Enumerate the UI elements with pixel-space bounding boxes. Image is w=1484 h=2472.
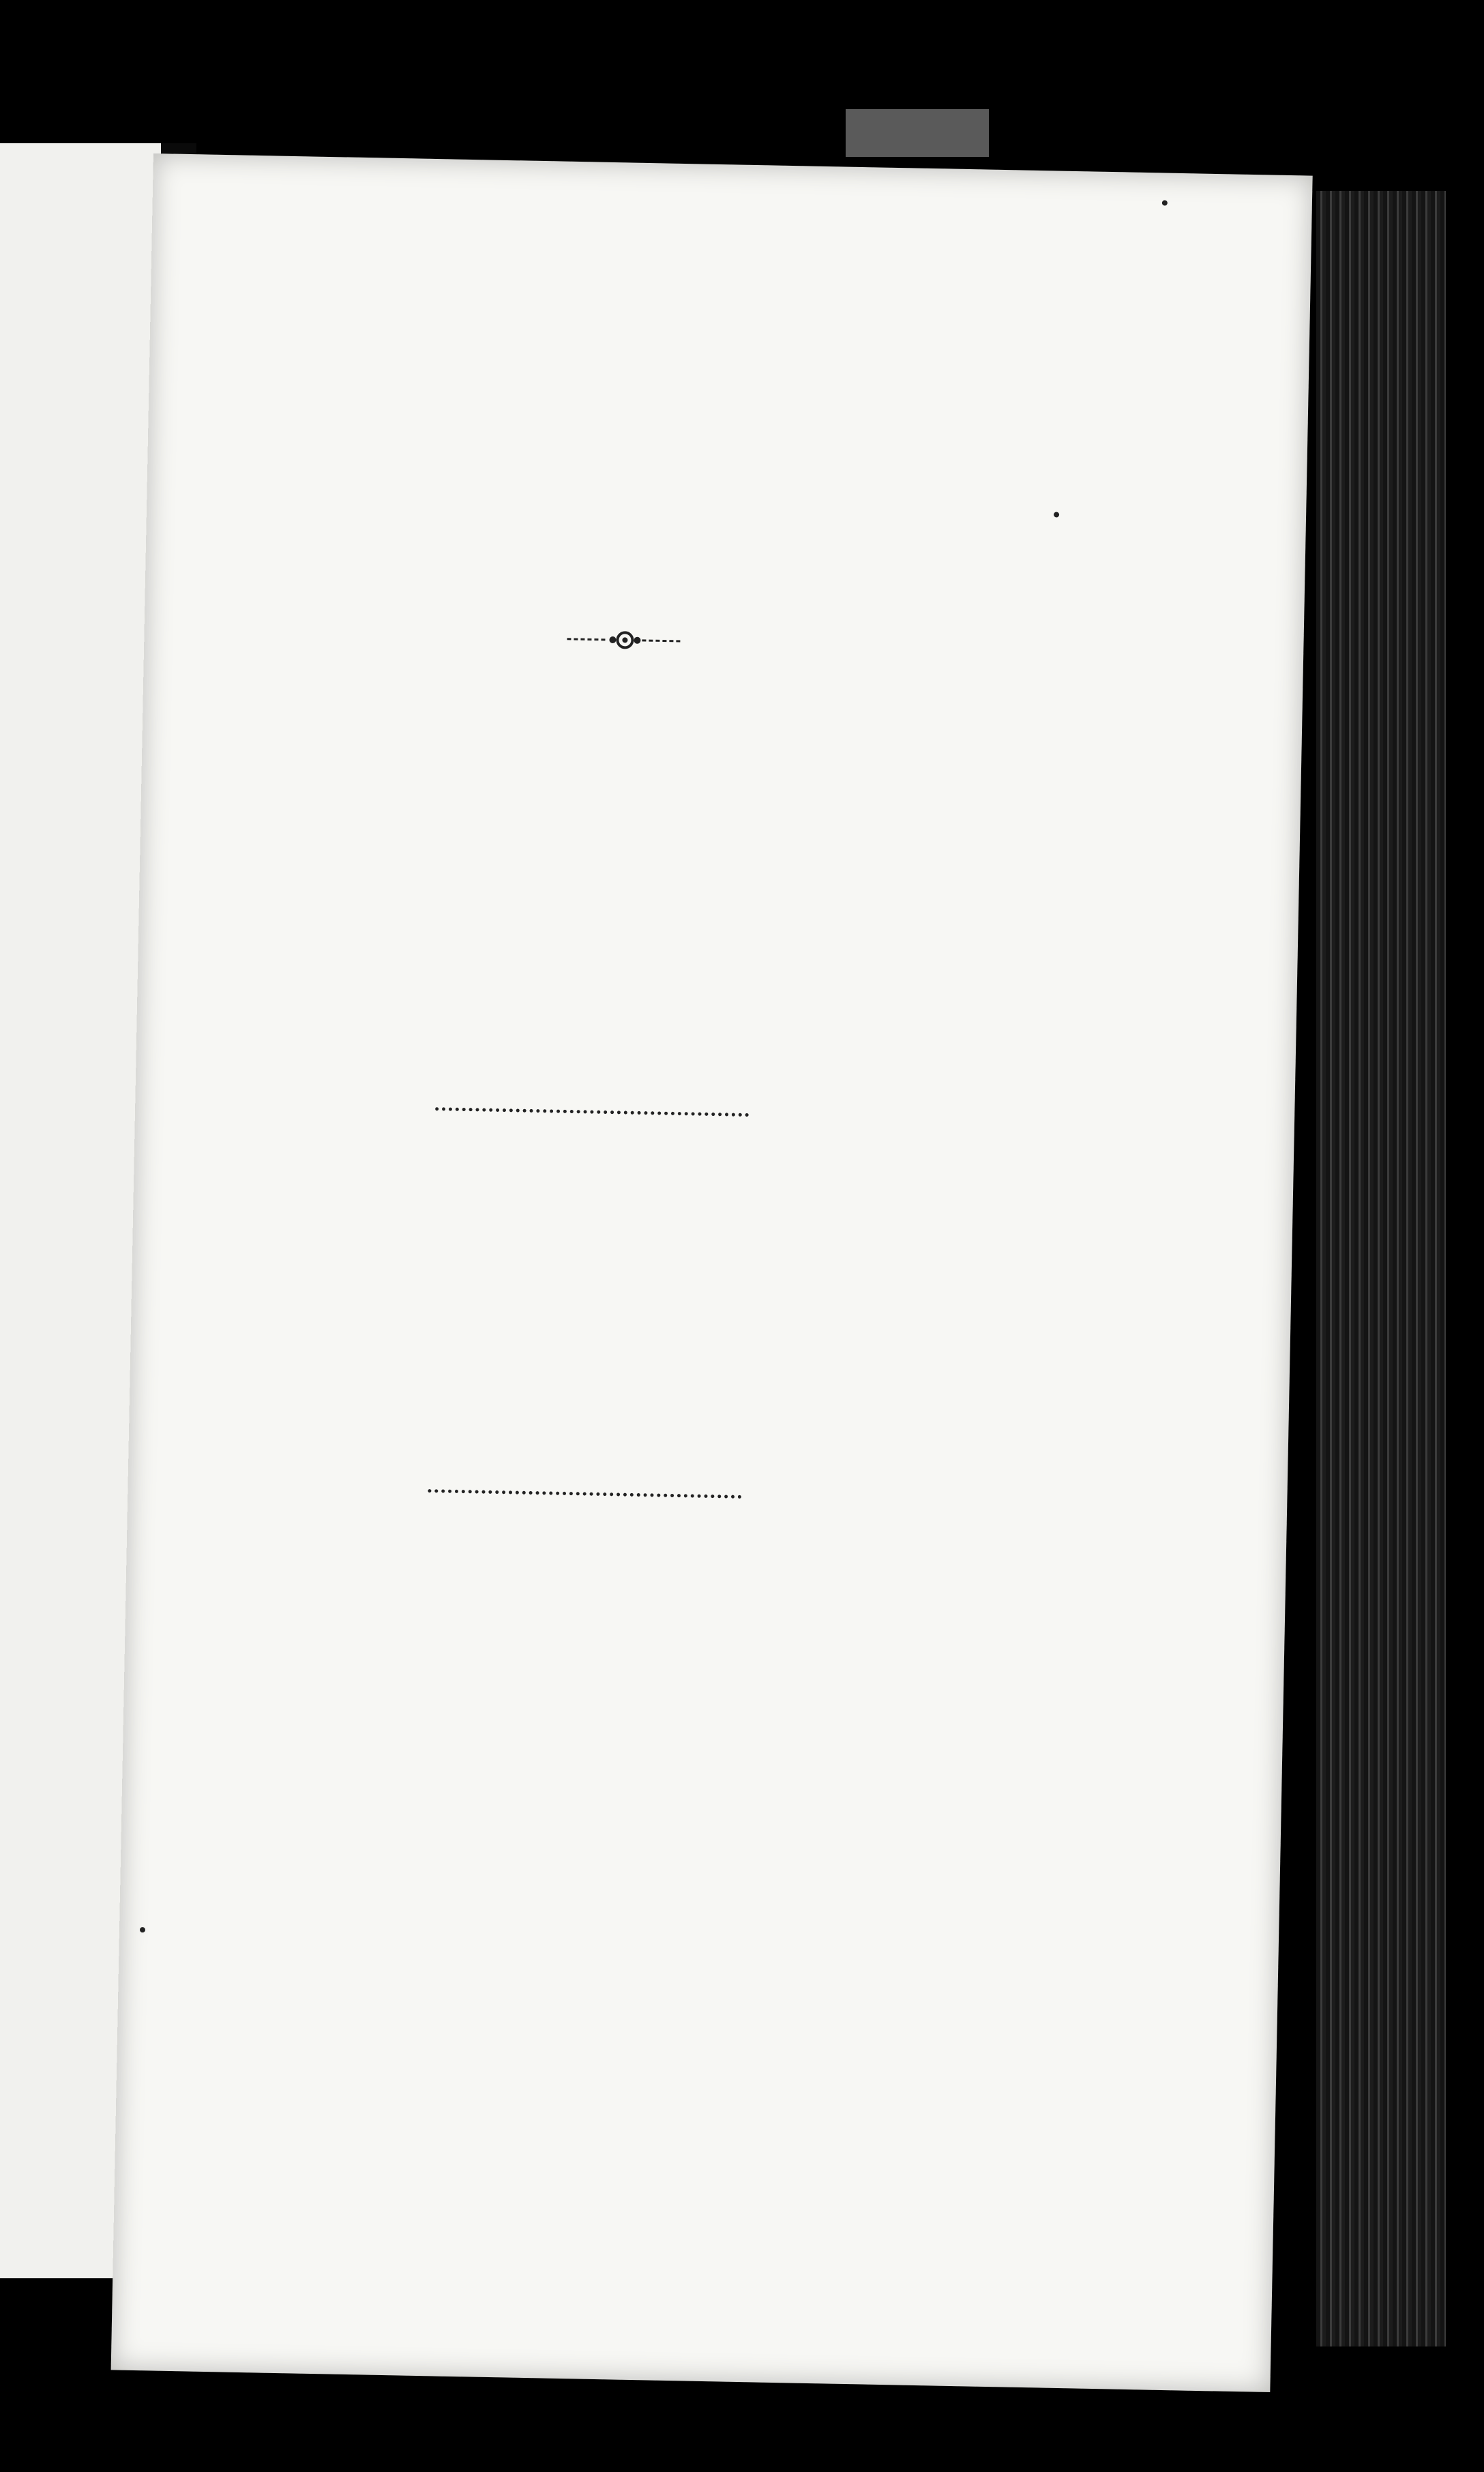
binding-strip (846, 109, 989, 157)
letter-3-body (133, 1572, 1060, 1590)
book-page (111, 153, 1313, 2392)
section-divider-2 (428, 1489, 741, 1505)
page-number (629, 258, 697, 259)
paper-speck (1054, 512, 1059, 517)
letter-3-paragraph (133, 1572, 1060, 1590)
letter-2-body (140, 1190, 1068, 1208)
appendix-title (338, 484, 1020, 497)
letter-1-paragraph (155, 747, 1083, 765)
paper-speck (1162, 200, 1168, 205)
section-divider-1 (435, 1107, 749, 1123)
ornament-divider (567, 629, 683, 651)
page-edges (1316, 191, 1446, 2346)
paper-speck (140, 1927, 145, 1932)
letter-1-body (155, 747, 1083, 765)
letter-2-paragraph (140, 1190, 1068, 1208)
